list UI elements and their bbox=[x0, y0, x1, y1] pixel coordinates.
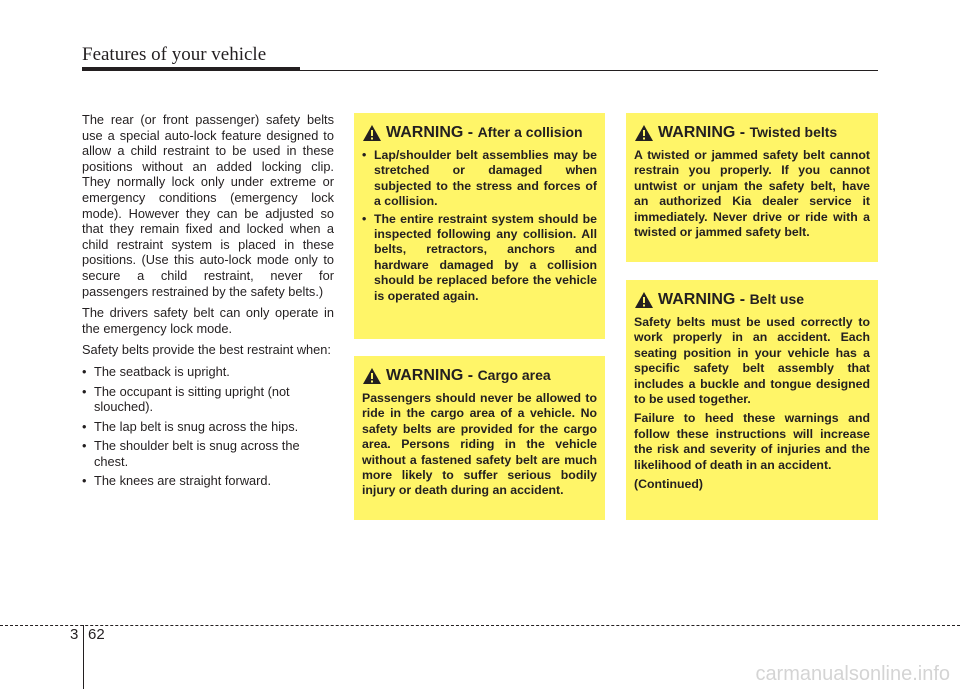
warning-box-after-collision bbox=[354, 113, 605, 339]
list-item: • Lap/shoulder belt assemblies may be stretched or damaged when subjected to the stress and forces of a collision. bbox=[362, 148, 597, 210]
warning-box-cargo-area bbox=[354, 356, 605, 520]
page-header-title: Features of your vehicle bbox=[82, 44, 267, 65]
warning-triangle-icon bbox=[362, 124, 382, 142]
paragraph-driver-belt: The drivers safety belt can only operate in the emergency lock mode. bbox=[82, 305, 334, 336]
header-rule bbox=[300, 70, 878, 71]
list-item: • The lap belt is snug across the hips. bbox=[82, 419, 334, 435]
warning-title bbox=[362, 366, 597, 385]
warning-subtitle: Belt use bbox=[749, 291, 805, 307]
warning-triangle-icon bbox=[634, 124, 654, 142]
warning-body: A twisted or jammed safety belt cannot restrain you properly. If you cannot untwist or unjam the safety belt, have an authorized Kia dealer service it immediately. Never drive or ride with a twisted or jammed safety belt. bbox=[634, 148, 870, 240]
warning-box-belt-use bbox=[626, 280, 878, 520]
warning-title bbox=[362, 123, 597, 142]
warning-list bbox=[362, 148, 597, 304]
list-item: • The seatback is upright. bbox=[82, 364, 334, 380]
warning-triangle-icon bbox=[362, 367, 382, 385]
restraint-conditions-list bbox=[82, 364, 334, 489]
warning-body: Safety belts must be used correctly to work properly in an accident. Each seating position in your vehicle has a specific safety belt assembly that includes a buckle and tongue designed to be used together. bbox=[634, 315, 870, 407]
continued-label: (Continued) bbox=[634, 477, 703, 492]
warning-label: WARNING - bbox=[658, 124, 746, 141]
page-number: 62 bbox=[88, 626, 105, 643]
warning-subtitle: Cargo area bbox=[477, 367, 551, 383]
warning-subtitle: After a collision bbox=[477, 124, 583, 140]
section-number: 3 bbox=[70, 626, 79, 643]
warning-label: WARNING - bbox=[386, 367, 474, 384]
warning-title bbox=[634, 123, 870, 142]
list-item: • The knees are straight forward. bbox=[82, 473, 334, 489]
paragraph-auto-lock: The rear (or front passenger) safety belts use a special auto-lock feature designed to allow a child restraint to be used in these positions without an added locking clip. They normally lock only under extreme or emergency conditions (emergency lock mode). However they can be adjusted so that they remain fixed and locked when a child restraint system is placed in these positions. (Use this auto-lock mode only to secure a child restraint, never for passengers restrained by the safety belts.) bbox=[82, 112, 334, 299]
body-text-column bbox=[82, 112, 334, 493]
warning-body: Passengers should never be allowed to ride in the cargo area of a vehicle. No safety belts are provided for the cargo area. Persons riding in the vehicle without a fastened safety belt are much more likely to suffer serious bodily injury or death during an accident. bbox=[362, 391, 597, 498]
list-item: • The occupant is sitting upright (not slouched). bbox=[82, 384, 334, 415]
footer-divider bbox=[83, 625, 84, 689]
warning-triangle-icon bbox=[634, 291, 654, 309]
paragraph-best-restraint: Safety belts provide the best restraint when: bbox=[82, 342, 331, 358]
header-bar bbox=[82, 67, 300, 71]
list-item: • The entire restraint system should be inspected following any collision. All belts, retractors, anchors and hardware damaged by a collision should be replaced before the vehicle is operated again. bbox=[362, 212, 597, 304]
warning-title bbox=[634, 290, 870, 309]
warning-body: Failure to heed these warnings and follow these instructions will increase the risk and severity of injuries and the likelihood of death in an accident. bbox=[634, 411, 870, 472]
footer-rule bbox=[0, 625, 960, 626]
list-item: • The shoulder belt is snug across the chest. bbox=[82, 438, 334, 469]
warning-label: WARNING - bbox=[658, 291, 746, 308]
watermark: carmanualsonline.info bbox=[755, 663, 950, 685]
warning-label: WARNING - bbox=[386, 124, 474, 141]
warning-subtitle: Twisted belts bbox=[749, 124, 838, 140]
warning-box-twisted-belts bbox=[626, 113, 878, 262]
